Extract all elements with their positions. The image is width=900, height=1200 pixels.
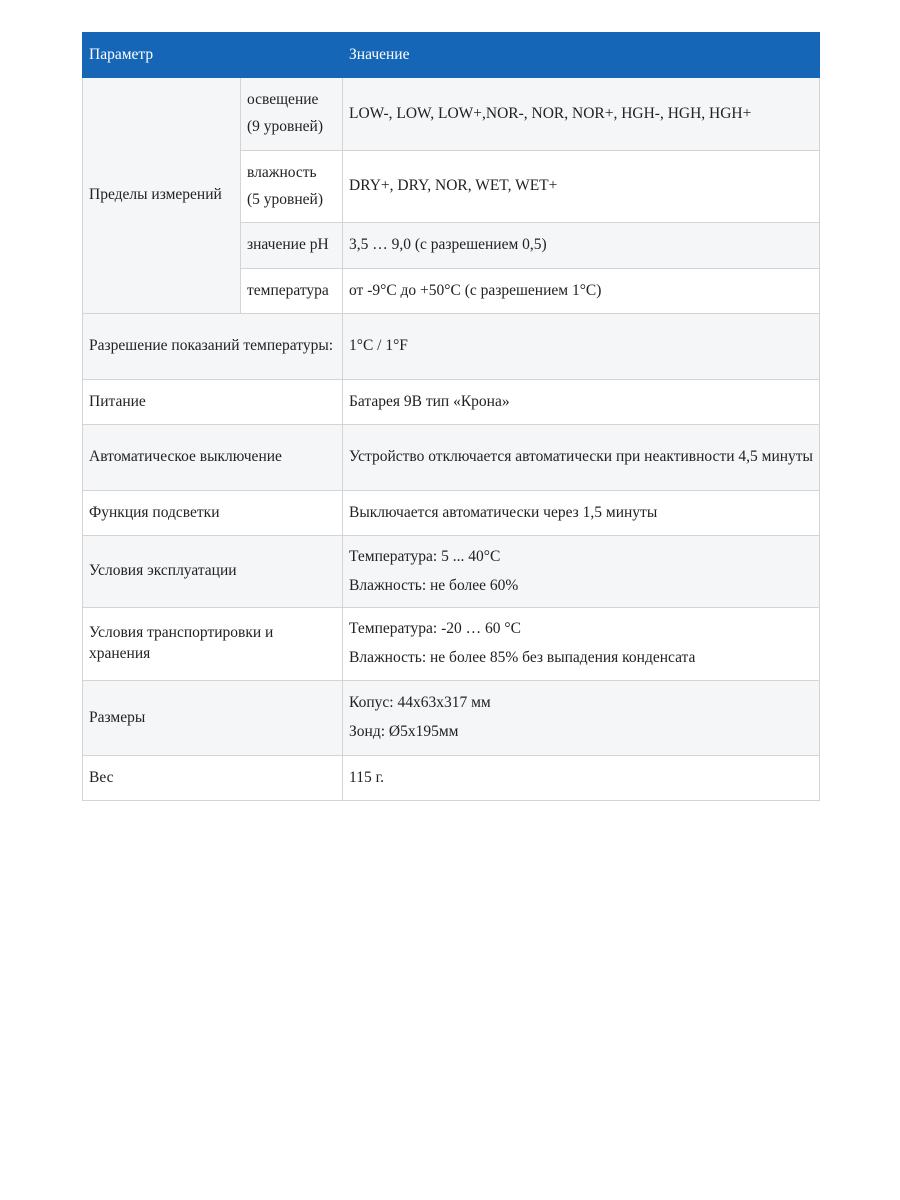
row-value xyxy=(343,380,820,425)
value-line: Батарея 9В тип «Крона» xyxy=(349,392,510,410)
row-param: Питание xyxy=(83,380,343,425)
limits-value: LOW-, LOW, LOW+,NOR-, NOR, NOR+, HGH-, HGH, HGH+ xyxy=(343,78,820,151)
value-line: Зонд: Ø5х195мм xyxy=(349,723,459,740)
table-row xyxy=(83,380,820,425)
limits-sub-label xyxy=(241,78,343,151)
row-value xyxy=(343,608,820,681)
row-param: Условия эксплуатации xyxy=(83,536,343,608)
row-param: Разрешение показаний температуры: xyxy=(83,314,343,380)
value-line: Выключается автоматически через 1,5 минуты xyxy=(349,503,658,521)
value-line: Устройство отключается автоматически при неактивности 4,5 минуты xyxy=(349,448,813,466)
table-row xyxy=(83,608,820,681)
sub-label-line: температура xyxy=(247,281,329,299)
value-line: Температура: -20 … 60 °С xyxy=(349,620,521,638)
limits-sub-label xyxy=(241,151,343,223)
table-row xyxy=(83,536,820,608)
sub-label-line: значение pH xyxy=(247,236,329,254)
table-row xyxy=(83,78,820,151)
header-value: Значение xyxy=(343,33,820,78)
table-row xyxy=(83,314,820,380)
row-param: Вес xyxy=(83,756,343,801)
sub-label-line: (9 уровней) xyxy=(247,118,323,135)
table-row xyxy=(83,425,820,491)
limits-label: Пределы измерений xyxy=(83,78,241,314)
row-param: Условия транспортировки и хранения xyxy=(83,608,343,681)
value-line: Копус: 44х63х317 мм xyxy=(349,694,491,712)
header-param: Параметр xyxy=(83,33,343,78)
value-line: 115 г. xyxy=(349,768,385,786)
row-value xyxy=(343,425,820,491)
row-value xyxy=(343,491,820,536)
row-value xyxy=(343,681,820,756)
value-line: 1°С / 1°F xyxy=(349,337,408,355)
row-param: Размеры xyxy=(83,681,343,756)
row-value xyxy=(343,314,820,380)
row-value xyxy=(343,536,820,608)
table-row xyxy=(83,756,820,801)
row-param: Функция подсветки xyxy=(83,491,343,536)
sub-label-line: влажность xyxy=(247,163,317,181)
sub-label-line: освещение xyxy=(247,91,319,109)
limits-value: от -9°С до +50°С (с разрешением 1°С) xyxy=(343,269,820,314)
limits-value: DRY+, DRY, NOR, WET, WET+ xyxy=(343,151,820,223)
row-param: Автоматическое выключение xyxy=(83,425,343,491)
value-line: Температура: 5 ... 40°С xyxy=(349,547,501,565)
limits-sub-label xyxy=(241,269,343,314)
table-header-row xyxy=(83,33,820,78)
limits-sub-label xyxy=(241,223,343,269)
sub-label-line: (5 уровней) xyxy=(247,190,323,208)
value-line: Влажность: не более 60% xyxy=(349,576,519,594)
limits-value: 3,5 … 9,0 (с разрешением 0,5) xyxy=(343,223,820,269)
specifications-table xyxy=(82,32,820,801)
table-row xyxy=(83,491,820,536)
table-row xyxy=(83,681,820,756)
row-value xyxy=(343,756,820,801)
value-line: Влажность: не более 85% без выпадения конденсата xyxy=(349,649,696,666)
